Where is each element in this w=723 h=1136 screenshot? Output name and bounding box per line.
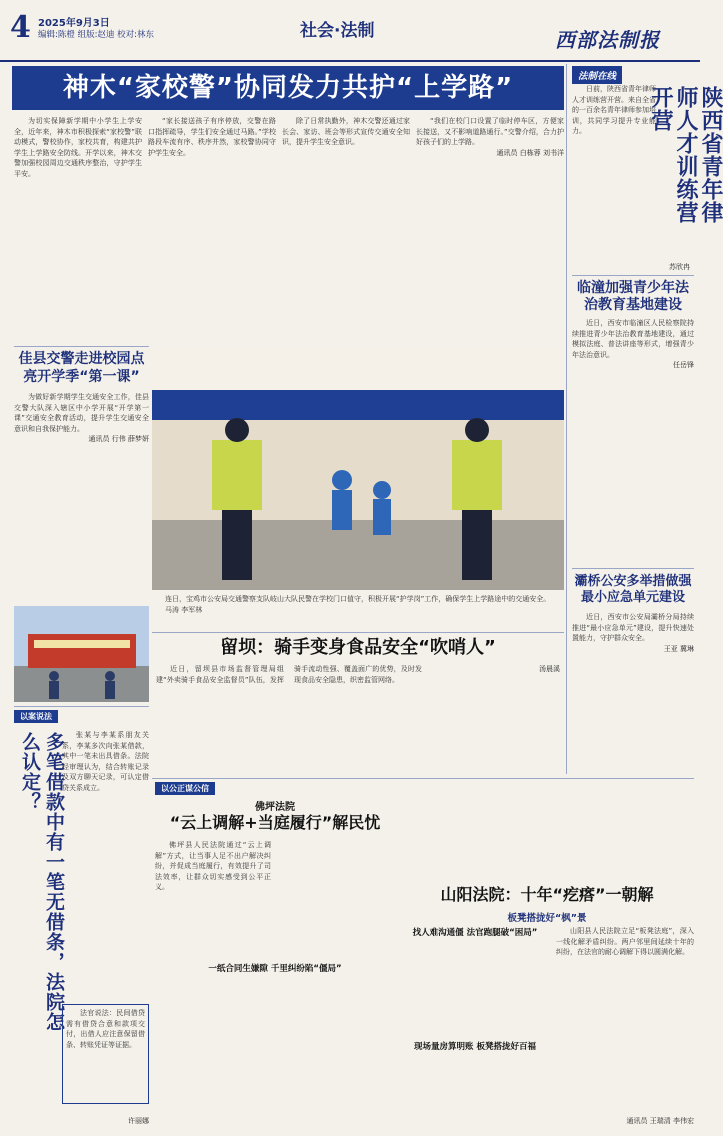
loan-article-title: 多笔借款中有一笔无借条，法院怎么认定？ [19,732,65,1032]
right-article-2-title: 临潼加强青少年法治教育基地建设 [577,280,689,313]
divider [14,706,149,707]
article-credit: 汤晨溪 [539,665,560,673]
article-credit: 王亚 冀琳 [663,644,694,653]
editor-credits: 编辑:陈橙 组版:赵迪 校对:林东 [38,30,154,40]
liuba-article-title: 留坝：骑手变身食品安全“吹哨人” [220,637,496,658]
article-text: 张某与李某系朋友关系，李某多次向张某借款，其中一笔未出具借条。法院经审理认为，结合转账记录及双方聊天记录，可认定借贷关系成立。 [62,731,149,792]
page-number: 4 [10,10,31,45]
column-divider [566,64,567,774]
justice-column-tag: 以公正谋公信 [155,782,215,795]
fuping-court-name: 佛坪法院 [255,802,295,813]
main-article-col-3 [282,116,410,342]
article-text: 近日，西安市临潼区人民检察院持续推进青少年法治教育基地建设，通过模拟法庭、普法讲座等形式，增强青少年法治意识。 [572,319,694,359]
shanyang-subtitle: 板凳搭拢好“枫”景 [507,913,587,924]
main-photo [152,350,564,590]
right-article-2-body [572,318,694,548]
right-article-3-title: 灞桥公安多举措做强最小应急单元建设 [574,574,692,605]
fuping-article-title: “云上调解+当庭履行”解民忧 [169,813,381,832]
divider [152,778,694,779]
box-text: 法官说法：民间借贷需有借贷合意和款项交付，出借人应注意保留借条、转账凭证等证据。 [66,1009,145,1049]
caption-text: 连日，宝鸡市公安局交通警察支队岐山大队民警在学校门口值守，积极开展“护学岗”工作，确保学生上学路途中的交通安全。 [165,595,551,603]
main-article-col-1 [14,116,142,342]
divider [572,275,694,276]
main-article-col-4 [416,116,564,346]
article-text: 为切实保障新学期中小学生上学安全，近年来，神木市积极探索“家校警”联动模式，警校协作，家校共育，构建共护学生上学路安全防线。开学以来，神木交警加强校园周边交通秩序整治，守护学生平安。 [14,117,142,178]
main-headline: 神木“家校警”协同发力共护“上学路” [62,73,514,103]
masthead-logo: 西部法制报 [555,28,660,52]
shanyang-credit: 通讯员 王瑞清 李伟宏 [626,1117,694,1125]
fuping-col-1 [155,840,271,960]
judge-comment-box [62,1004,149,1104]
shanyang-subhead-1: 找人难沟通僵 法官跑腿破“困局” [412,928,538,938]
issue-date: 2025年9月3日 [38,18,110,29]
jiaxian-article-title: 佳县交警走进校园点亮开学季“第一课” [18,351,145,385]
right-article-1-credit: 苏欣冉 [669,263,690,271]
article-credit: 通讯员 白栋蓉 刘书洋 [496,148,564,157]
photo-caption [165,594,555,628]
article-text: 近日，西安市公安局灞桥分局持续推进“最小应急单元”建设，提升快速处置能力，守护群众安全。 [572,613,694,642]
right-article-1-title: 陕西省青年律师人才训练营开营 [648,86,723,224]
loan-article-body [62,730,149,1000]
divider [572,568,694,569]
caption-credit: 马涛 李军林 [165,605,203,614]
shanyang-subhead-2: 现场量房算明账 板凳搭拢好百福 [414,1042,536,1052]
article-text: 佛坪县人民法院通过“云上调解”方式，让当事人足不出户解决纠纷，并促成当庭履行，有效提升了司法效率，让群众切实感受到公平正义。 [155,841,271,891]
article-credit: 通讯员 行伟 薛梦妍 [88,435,149,443]
article-text: 除了日常执勤外，神木交警还通过家长会、家访、班会等形式宣传交通安全知识，提升学生安全意识。 [282,117,410,146]
article-text: 山阳县人民法院立足“板凳法庭”，深入一线化解矛盾纠纷。两户邻里间延续十年的纠纷，在法官的耐心调解下得以圆满化解。 [556,927,694,956]
main-headline-bar [12,66,564,110]
divider [152,632,564,633]
right-article-3-body [572,612,694,762]
main-article-col-2 [148,116,276,342]
police-school-scene [152,350,564,590]
shanyang-article-title: 山阳法院：十年“疙瘩”一朝解 [440,885,654,904]
right-article-1-body [572,84,656,234]
article-text: “我们在校门口设置了临时停车区，方便家长接送，又不影响道路通行。”交警介绍，合力护好孩子们的上学路。 [416,117,564,146]
fuping-subhead: 一纸合同生嫌隙 千里纠纷陷“僵局” [208,964,342,974]
article-text: 日前，陕西省青年律师人才训练营开营。来自全省的一百余名青年律师参加培训，共同学习提升专业能力。 [572,85,656,135]
section-tag: 法制在线 [572,66,622,84]
article-text: 近日，留坝县市场监督管理局组建“外卖骑手食品安全监督员”队伍，发挥骑手流动性强、覆盖面广的优势，及时发现食品安全隐患，织密监管网络。 [156,665,422,684]
school-scene-illustration [14,606,149,702]
article-text: “家长接送孩子有序停放，交警在路口指挥疏导，学生们安全通过马路。”学校路段车流有序、秩序井然，家校警协同守护学生安全。 [148,117,276,157]
article-credit: 任岳锋 [673,361,694,369]
page-header [0,0,700,62]
divider [14,346,149,347]
jiaxian-article-body [14,392,149,602]
loan-article-credit: 许丽娜 [128,1117,149,1125]
shanyang-body [556,926,694,1106]
article-text: 为做好新学期学生交通安全工作，佳县交警大队深入辖区中小学开展“开学第一课”交通安全教育活动，提升学生交通安全意识和自我保护能力。 [14,393,149,433]
case-law-tag: 以案说法 [14,710,58,723]
school-photo [14,606,149,702]
section-title: 社会·法制 [300,21,375,41]
liuba-article-body [156,664,560,774]
